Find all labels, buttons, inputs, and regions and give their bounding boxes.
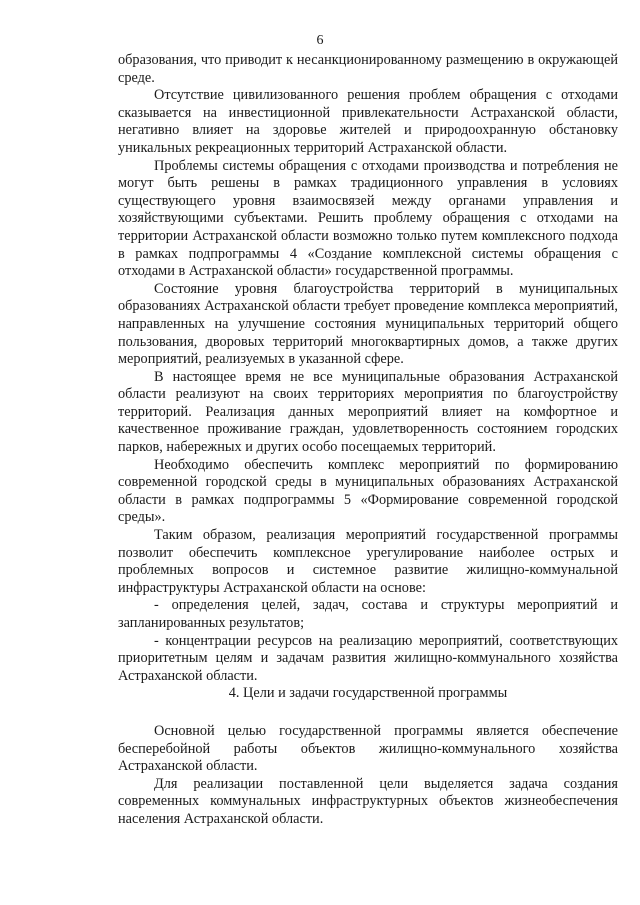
paragraph: Отсутствие цивилизованного решения проблем обращения с отходами сказывается на инвестиционной привлекательности Астраханской области, негативно влияет на здоровье жителей и природоохранную обстановку уникальных рекреационных территорий Астраханской области. [118, 87, 618, 156]
list-item: - концентрации ресурсов на реализацию мероприятий, соответствующих приоритетным целям и задачам развития жилищно-коммунального хозяйства Астраханской области. [118, 632, 618, 684]
paragraph: Для реализации поставленной цели выделяется задача создания современных коммунальных инфраструктурных объектов жизнеобеспечения населения Астраханской области. [118, 775, 618, 827]
list-item: - определения целей, задач, состава и структуры мероприятий и запланированных результатов; [118, 597, 618, 631]
paragraph: Необходимо обеспечить комплекс мероприятий по формированию современной городской среды в муниципальных образованиях Астраханской области в рамках подпрограммы 5 «Формирование современной городской среды». [118, 456, 618, 526]
paragraph: Состояние уровня благоустройства территорий в муниципальных образованиях Астраханской области требует проведение комплекса мероприятий, направленных на улучшение состояния муниципальных территорий общего пользования, дворовых территорий многоквартирных домов, а также других мероприятий, реализуемых в указанной сфере. [118, 280, 618, 368]
document-body [118, 52, 618, 829]
page-number: 6 [316, 33, 324, 48]
paragraph: образования, что приводит к несанкционированному размещению в окружающей среде. [118, 52, 618, 86]
section-heading: 4. Цели и задачи государственной программы [228, 685, 508, 702]
paragraph: Проблемы системы обращения с отходами производства и потребления не могут быть решены в рамках традиционного управления в условиях существующего уровня взаимосвязей между органами управления и хозяйствующими субъектами. Решить проблему обращения с отходами на территории Астраханской области возможно только путем комплексного подхода в рамках подпрограммы 4 «Создание комплексной системы обращения с отходами в Астраханской области» государственной программы. [118, 157, 618, 280]
paragraph: Таким образом, реализация мероприятий государственной программы позволит обеспечить комплексное урегулирование наиболее острых и проблемных вопросов и системное развитие жилищно-коммунальной инфраструктуры Астраханской области на основе: [118, 527, 618, 596]
paragraph: В настоящее время не все муниципальные образования Астраханской области реализуют на своих территориях мероприятия по благоустройству территорий. Реализация данных мероприятий влияет на комфортное и качественное проживание граждан, удовлетворенность состоянием городских парков, набережных и других особо посещаемых территорий. [118, 368, 618, 456]
paragraph: Основной целью государственной программы является обеспечение бесперебойной работы объектов жилищно-коммунального хозяйства Астраханской области. [118, 722, 618, 775]
